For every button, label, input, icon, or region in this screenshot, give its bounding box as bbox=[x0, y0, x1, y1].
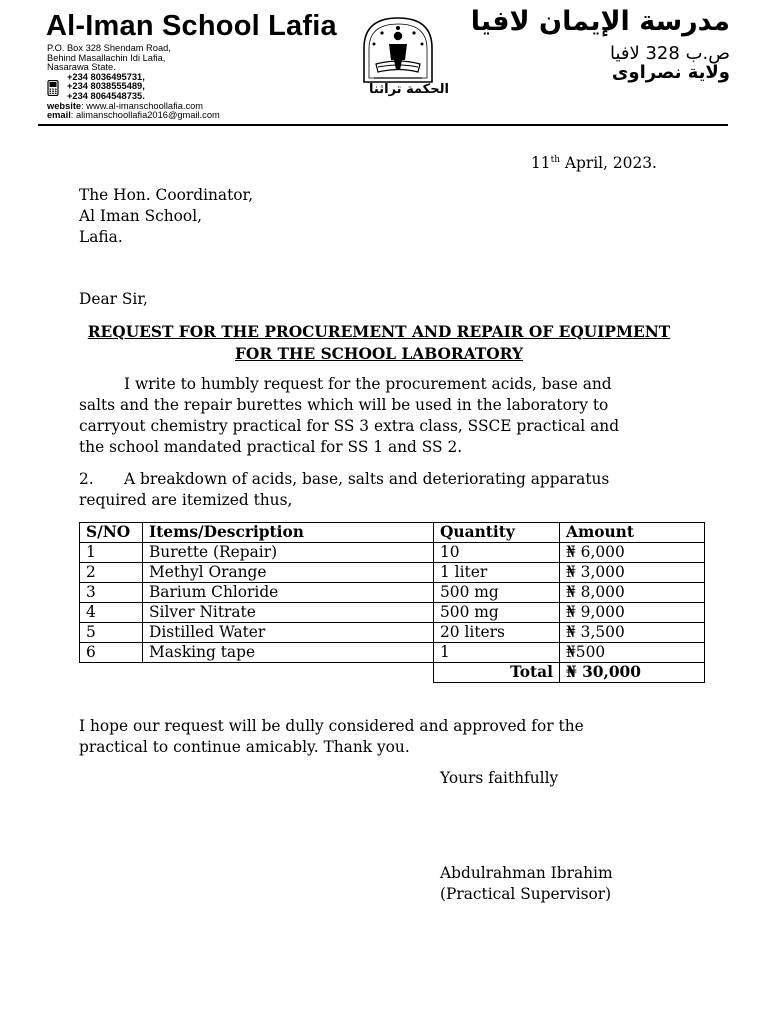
signature-block bbox=[440, 863, 613, 905]
cell-description: Distilled Water bbox=[143, 623, 434, 643]
arabic-po-box: ص.ب 328 لافيا bbox=[609, 43, 730, 64]
table-row bbox=[80, 563, 705, 583]
phone-line-3: +234 8064548735. bbox=[67, 90, 145, 101]
table-header-row bbox=[80, 523, 705, 543]
email-value: : alimanschoollafia2016@gmail.com bbox=[70, 110, 220, 121]
letter-date bbox=[531, 153, 657, 174]
salutation: Dear Sir, bbox=[79, 290, 148, 308]
date-rest: April, 2023. bbox=[560, 154, 657, 172]
items-table bbox=[79, 522, 705, 683]
cell-sno: 5 bbox=[80, 623, 143, 643]
cell-sno: 4 bbox=[80, 603, 143, 623]
header-description: Items/Description bbox=[143, 523, 434, 543]
email-line bbox=[47, 111, 220, 121]
recipient-line-3: Lafia. bbox=[79, 228, 123, 246]
date-day: 11 bbox=[531, 154, 551, 172]
cell-amount: ₦ 3,500 bbox=[560, 623, 705, 643]
table-row bbox=[80, 623, 705, 643]
total-label: Total bbox=[434, 663, 560, 683]
paragraph-number: 2. bbox=[79, 470, 94, 488]
mobile-phone-icon bbox=[47, 80, 59, 96]
date-suffix: th bbox=[550, 155, 561, 165]
cell-quantity: 10 bbox=[434, 543, 560, 563]
school-contact-block bbox=[47, 44, 220, 121]
cell-amount: ₦ 6,000 bbox=[560, 543, 705, 563]
cell-description: Barium Chloride bbox=[143, 583, 434, 603]
recipient-line-2: Al Iman School, bbox=[79, 207, 203, 225]
blank-cell bbox=[80, 663, 143, 683]
address-line-3: Nasarawa State. bbox=[47, 62, 116, 73]
complimentary-close: Yours faithfully bbox=[440, 769, 559, 787]
paragraph-1-line-1: I write to humbly request for the procurement acids, base and bbox=[124, 375, 612, 393]
signatory-title: (Practical Supervisor) bbox=[440, 885, 612, 903]
paragraph-1-line-4: the school mandated practical for SS 1 and SS 2. bbox=[79, 438, 463, 456]
blank-cell bbox=[143, 663, 434, 683]
header-amount: Amount bbox=[560, 523, 705, 543]
phone-line-1: +234 8036495731, bbox=[67, 71, 145, 82]
letter-subject: REQUEST FOR THE PROCUREMENT AND REPAIR OF EQUIPMENT FOR THE SCHOOL LABORATORY bbox=[87, 323, 671, 363]
closing-paragraph bbox=[79, 716, 584, 758]
cell-amount: ₦ 8,000 bbox=[560, 583, 705, 603]
cell-amount: ₦ 9,000 bbox=[560, 603, 705, 623]
table-row bbox=[80, 643, 705, 663]
signatory-name: Abdulrahman Ibrahim bbox=[440, 864, 613, 882]
website-value: : www.al-imanschoollafia.com bbox=[81, 100, 204, 111]
paragraph-1-line-3: carryout chemistry practical for SS 3 extra class, SSCE practical and bbox=[79, 417, 620, 435]
cell-description: Burette (Repair) bbox=[143, 543, 434, 563]
table-row bbox=[80, 603, 705, 623]
school-crest-logo bbox=[358, 14, 438, 88]
header-sno: S/NO bbox=[80, 523, 143, 543]
cell-sno: 2 bbox=[80, 563, 143, 583]
closing-line-2: practical to continue amicably. Thank you. bbox=[79, 738, 410, 756]
school-name: Al-Iman School Lafia bbox=[46, 10, 337, 42]
total-amount: ₦ 30,000 bbox=[560, 663, 705, 683]
body-paragraph-2 bbox=[79, 469, 679, 511]
cell-quantity: 1 bbox=[434, 643, 560, 663]
cell-amount: ₦500 bbox=[560, 643, 705, 663]
paragraph-1-line-2: salts and the repair burettes which will be used in the laboratory to bbox=[79, 396, 609, 414]
cell-quantity: 500 mg bbox=[434, 603, 560, 623]
arabic-state: ولاية نصراوى bbox=[611, 62, 730, 83]
cell-quantity: 1 liter bbox=[434, 563, 560, 583]
table-total-row bbox=[80, 663, 705, 683]
cell-description: Silver Nitrate bbox=[143, 603, 434, 623]
paragraph-2-line-1: A breakdown of acids, base, salts and deteriorating apparatus bbox=[124, 470, 610, 488]
arabic-school-name: مدرسة الإيمان لافيا bbox=[470, 6, 730, 37]
cell-quantity: 20 liters bbox=[434, 623, 560, 643]
cell-sno: 3 bbox=[80, 583, 143, 603]
school-motto: الحكمة تراثنا bbox=[369, 82, 449, 97]
closing-line-1: I hope our request will be dully considered and approved for the bbox=[79, 717, 584, 735]
email-label: email bbox=[47, 110, 71, 121]
body-paragraph-1 bbox=[79, 374, 669, 458]
cell-amount: ₦ 3,000 bbox=[560, 563, 705, 583]
header-quantity: Quantity bbox=[434, 523, 560, 543]
cell-sno: 6 bbox=[80, 643, 143, 663]
website-label: website bbox=[47, 100, 82, 111]
paragraph-2-line-2: required are itemized thus, bbox=[79, 491, 293, 509]
cell-description: Methyl Orange bbox=[143, 563, 434, 583]
recipient-line-1: The Hon. Coordinator, bbox=[79, 186, 254, 204]
phone-line-2: +234 8038555489, bbox=[67, 81, 145, 92]
letterhead-divider bbox=[38, 124, 728, 126]
cell-sno: 1 bbox=[80, 543, 143, 563]
cell-quantity: 500 mg bbox=[434, 583, 560, 603]
recipient-address bbox=[79, 185, 253, 248]
table-row bbox=[80, 543, 705, 563]
address-line-1: P.O. Box 328 Shendam Road, bbox=[47, 43, 171, 53]
cell-description: Masking tape bbox=[143, 643, 434, 663]
table-row bbox=[80, 583, 705, 603]
address-line-2: Behind Masallachin Idi Lafia, bbox=[47, 52, 166, 63]
